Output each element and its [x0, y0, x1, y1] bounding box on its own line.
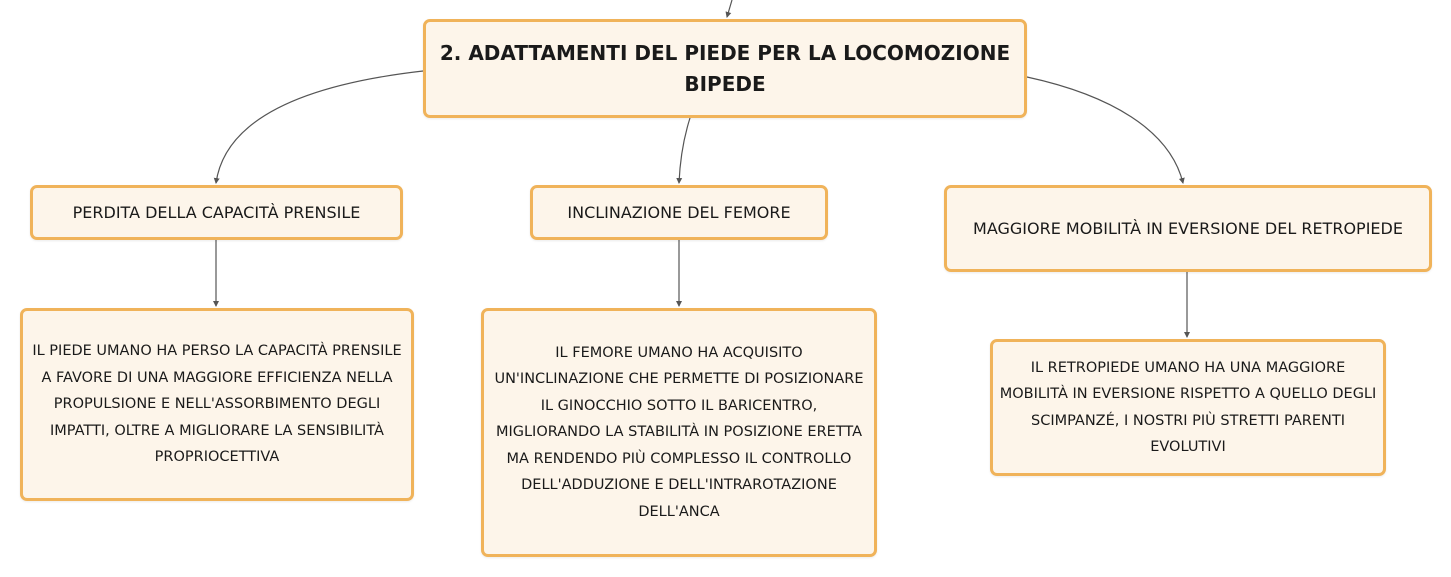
topic-node-prensile[interactable]	[30, 185, 403, 240]
connector-root-to-topic-3	[1027, 77, 1183, 183]
topic-label: MAGGIORE MOBILITÀ IN EVERSIONE DEL RETROPIEDE	[973, 219, 1403, 238]
detail-node-femore[interactable]	[481, 308, 877, 557]
detail-node-retropiede[interactable]	[990, 339, 1386, 476]
topic-node-retropiede[interactable]	[944, 185, 1432, 272]
detail-text: IL RETROPIEDE UMANO HA UNA MAGGIORE MOBILITÀ IN EVERSIONE RISPETTO A QUELLO DEGLI SCIMPANZÉ, I NOSTRI PIÙ STRETTI PARENTI EVOLUTIVI	[999, 359, 1377, 455]
topic-label: INCLINAZIONE DEL FEMORE	[567, 203, 791, 222]
detail-text: IL FEMORE UMANO HA ACQUISITO UN'INCLINAZIONE CHE PERMETTE DI POSIZIONARE IL GINOCCHIO SOTTO IL BARICENTRO, MIGLIORANDO LA STABILITÀ IN POSIZIONE ERETTA MA RENDENDO PIÙ COMPLESSO IL CONTROLLO DELL'ADDUZIONE E DELL'INTRAROTAZIONE DELL'ANCA	[494, 344, 864, 520]
topic-label: PERDITA DELLA CAPACITÀ PRENSILE	[72, 203, 361, 222]
root-topic-title: 2. ADATTAMENTI DEL PIEDE PER LA LOCOMOZIONE BIPEDE	[439, 40, 1011, 96]
topic-node-femore[interactable]	[530, 185, 828, 240]
detail-node-prensile[interactable]	[20, 308, 414, 501]
connector-root-to-topic-2	[679, 118, 690, 183]
connector-parent-to-root	[727, 0, 732, 17]
root-topic-node[interactable]	[423, 19, 1027, 118]
connector-root-to-topic-1	[216, 71, 423, 183]
detail-text: IL PIEDE UMANO HA PERSO LA CAPACITÀ PRENSILE A FAVORE DI UNA MAGGIORE EFFICIENZA NELLA PROPULSIONE E NELL'ASSORBIMENTO DEGLI IMPATTI, OLTRE A MIGLIORARE LA SENSIBILITÀ PROPRIOCETTIVA	[32, 343, 402, 466]
